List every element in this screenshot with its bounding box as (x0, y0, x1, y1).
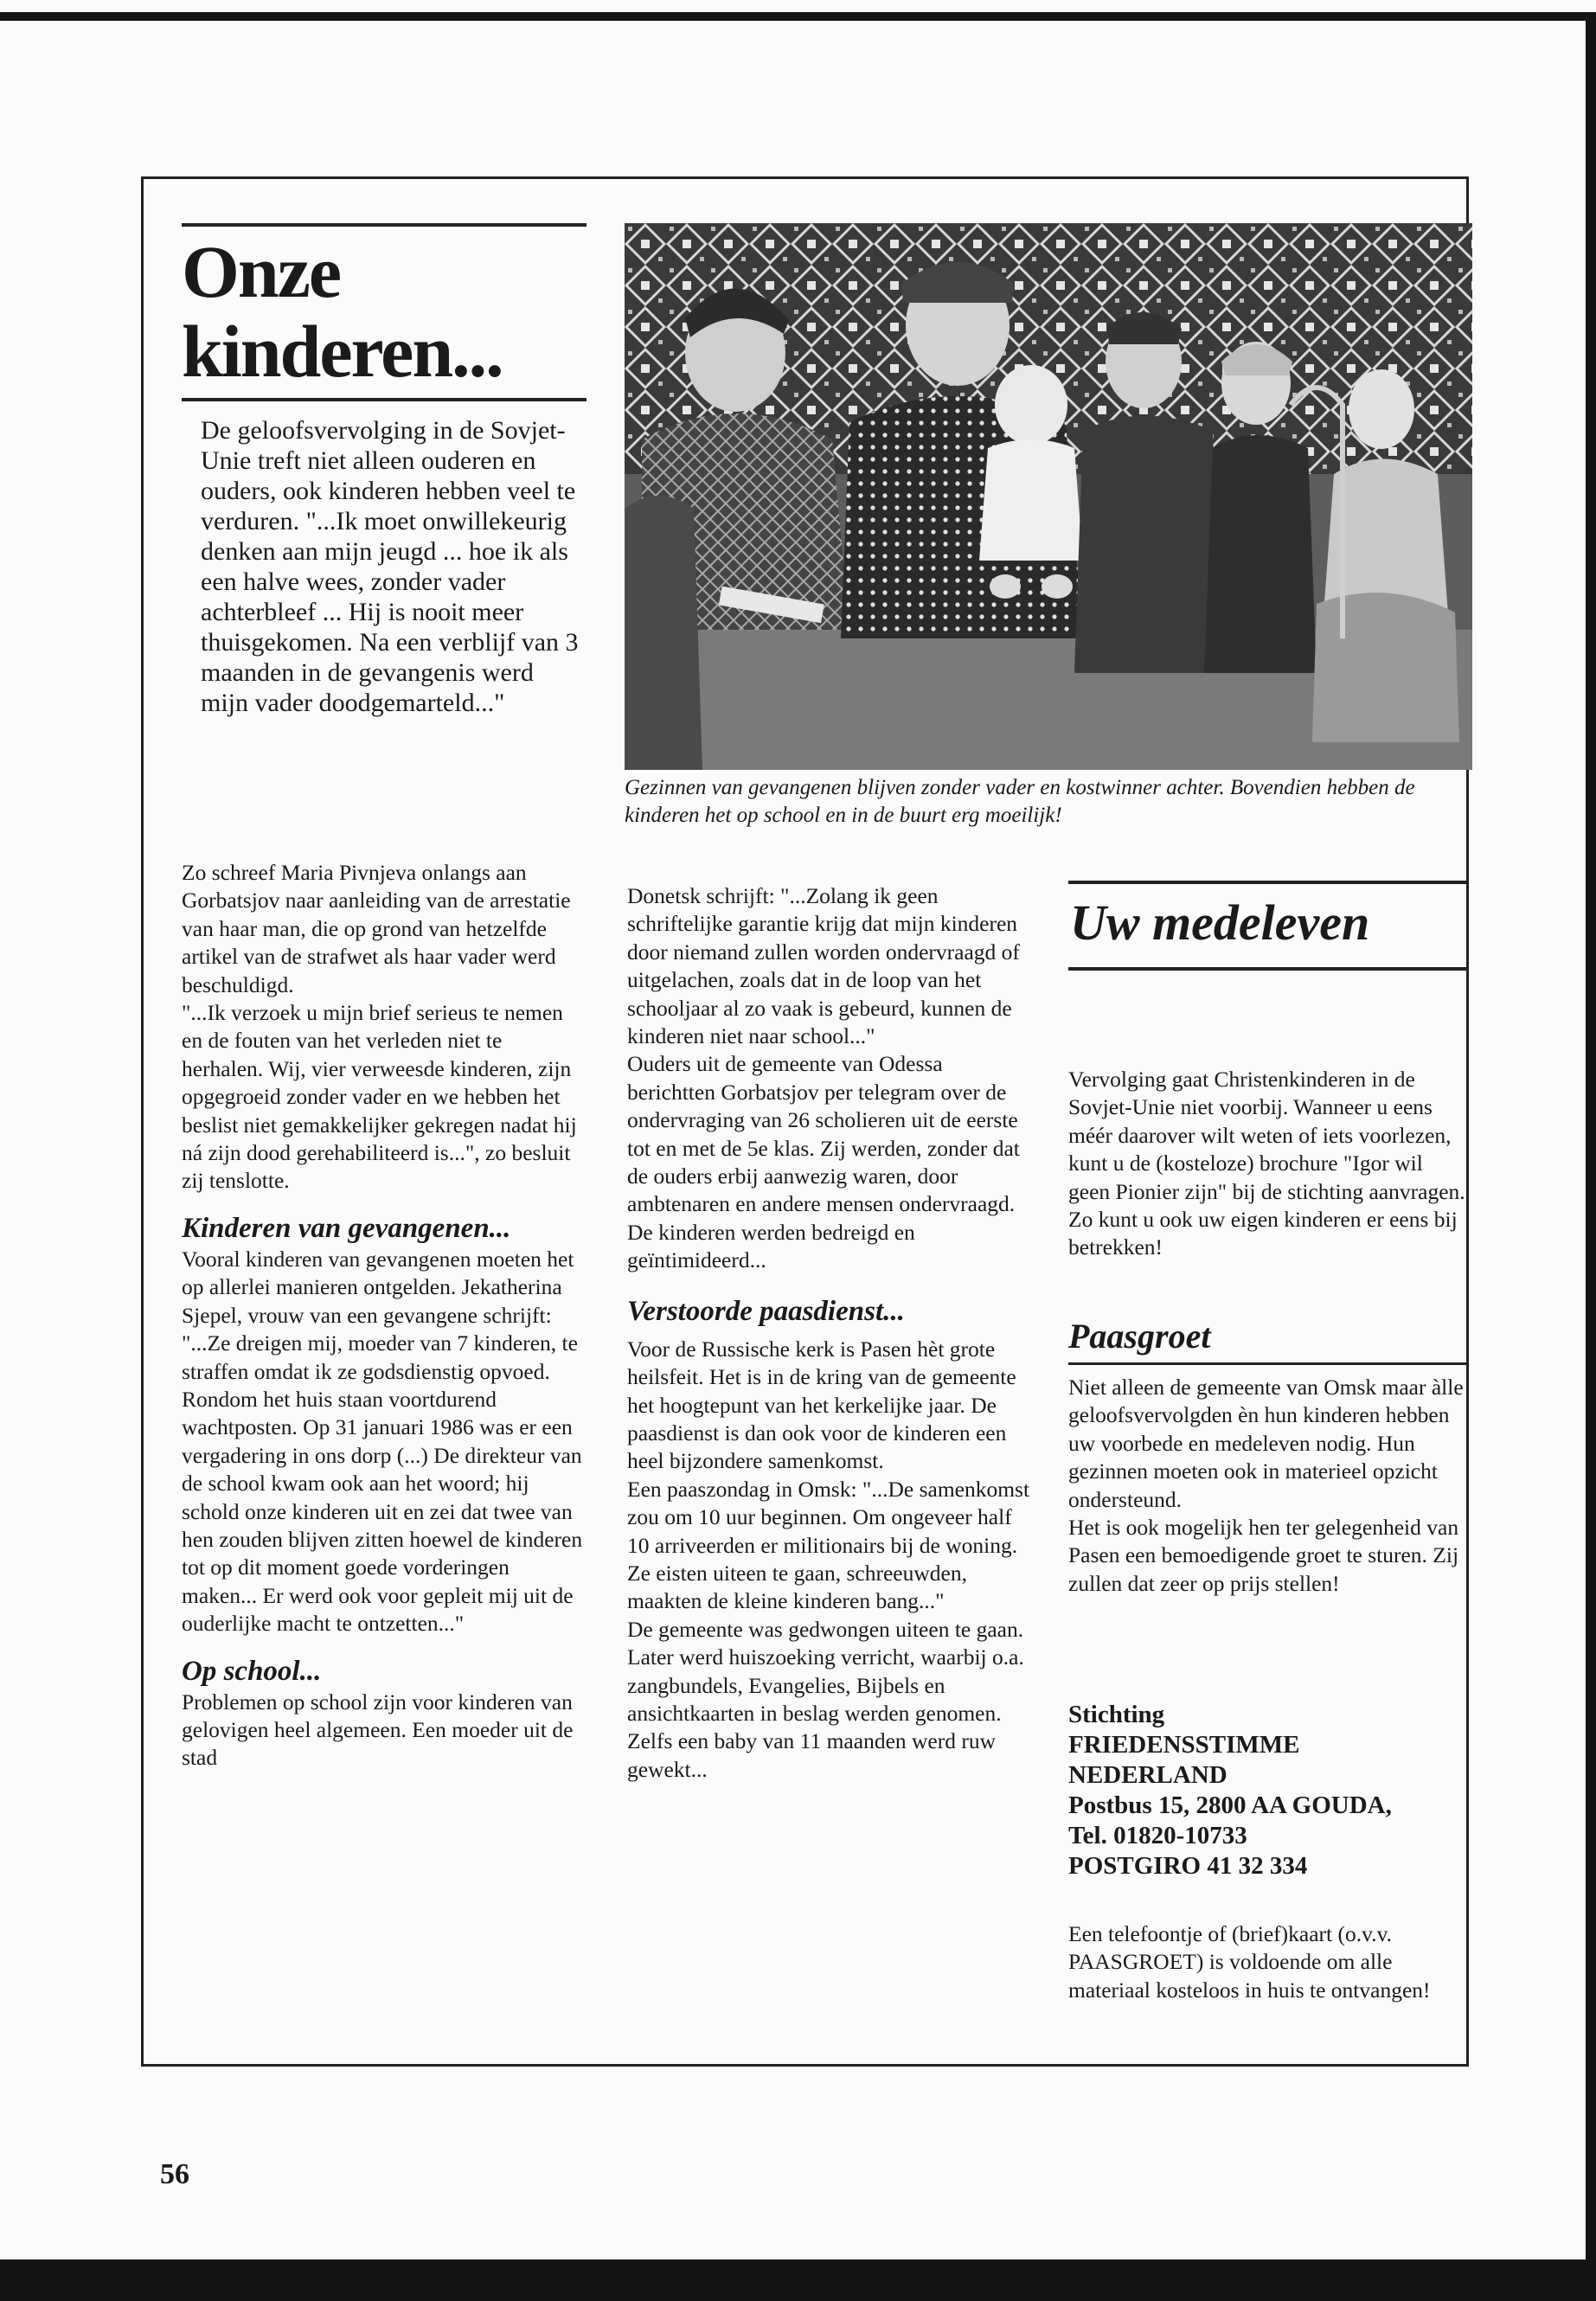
col2-paragraph-2: Ouders uit de gemeente van Odessa berichtten Gorbatsjov per telegram over de ondervraging van 26 scholieren uit de eerste tot en met de 5e klas. Zij werden, zonder dat de ouders erbij aanwezig waren, door ambtenaren en andere mensen ondervraagd. De kinderen werden bedreigd en geïntimideerd... (627, 1051, 1020, 1273)
column-3 (1068, 1374, 1466, 1598)
scan-border-top (0, 12, 1596, 21)
contact-line-1: Stichting (1068, 1701, 1165, 1728)
photo-caption: Gezinnen van gevangenen blijven zonder vader en kostwinner achter. Bovendien hebben de kinderen het op school en in de buurt erg moeilijk! (625, 776, 1415, 827)
col2-paragraph-5: De gemeente was gedwongen uiteen te gaan. Later werd huiszoeking verricht, waarbij o.a. zangbundels, Evangelies, Bijbels en ansichtkaarten in beslag werden genomen. Zelfs een baby van 11 maanden werd ruw gewekt... (627, 1616, 1024, 1782)
paasgroet-rule (1068, 1362, 1466, 1365)
family-photo (625, 223, 1472, 770)
contact-note: Een telefoontje of (brief)kaart (o.v.v. PAASGROET) is voldoende om alle materiaal kosteloos in huis te ontvangen! (1068, 1921, 1431, 2003)
paasgroet-paragraph-1: Niet alleen de gemeente van Omsk maar àlle geloofsvervolgden èn hun kinderen hebben uw voorbede en medeleven nodig. Hun gezinnen moeten ook in materieel opzicht ondersteund. (1068, 1375, 1464, 1512)
page-number: 56 (160, 2158, 189, 2190)
subheading-op-school: Op school... (182, 1655, 322, 1687)
col1-paragraph-1: Zo schreef Maria Pivnjeva onlangs aan Gorbatsjov naar aanleiding van de arrestatie van haar man, die op grond van hetzelfde artikel van de strafwet als haar vader werd beschuldigd. (182, 860, 571, 997)
contact-block (1068, 1700, 1475, 1881)
title-line-2: kinderen... (182, 310, 503, 393)
scan-border-bottom (0, 2259, 1596, 2301)
col2-paragraph-4: Een paaszondag in Omsk: "...De samenkomst zou om 10 uur beginnen. Om ongeveer half 10 arriveerden er militionairs bij de woning. Ze eisten uiteen te gaan, schreeuwden, maakten de kleine kinderen bang..." (627, 1476, 1030, 1614)
contact-line-4: Postbus 15, 2800 AA GOUDA, (1068, 1791, 1392, 1819)
family-photo-illustration (625, 223, 1472, 770)
title-rule-bottom (182, 398, 586, 401)
contact-line-2: FRIEDENSSTIMME (1068, 1731, 1300, 1759)
paasgroet-heading: Paasgroet (1068, 1317, 1211, 1356)
column-1 (182, 859, 588, 1772)
paasgroet-paragraph-2: Het is ook mogelijk hen ter gelegenheid van Pasen een bemoedigende groet te sturen. Zij zullen dat zeer op prijs stellen! (1068, 1515, 1459, 1596)
contact-line-5: Tel. 01820-10733 (1068, 1822, 1247, 1849)
uw-medeleven-paragraph: Vervolging gaat Christenkinderen in de Sovjet-Unie niet voorbij. Wanneer u eens méér daarover wilt weten of iets voorlezen, kunt u de (kosteloze) brochure "Igor wil geen Pionier zijn" bij de stichting aanvragen. Zo kunt u ook uw eigen kinderen er eens bij betrekken! (1068, 1067, 1465, 1260)
col1-paragraph-3: Vooral kinderen van gevangenen moeten het op allerlei manieren ontgelden. Jekatherina Sjepel, vrouw van een gevangene schrijft: "...Ze dreigen mij, moeder van 7 kinderen, te straffen omdat ik ze godsdienstig opvoed. Rondom het huis staan voortdurend wachtposten. Op 31 januari 1986 was er een vergadering in ons dorp (...) De direkteur van de school kwam ook aan het woord; hij schold onze kinderen uit en zei dat twee van hen zouden blijven zitten hoewel de kinderen tot op dit moment goede vorderingen maken... Er werd ook voor gepleit mij uit de ouderlijke macht te ontzetten..." (182, 1246, 583, 1637)
col2-paragraph-3: Voor de Russische kerk is Pasen hèt grote heilsfeit. Het is in de kring van de gemeente het hoogtepunt van het kerkelijke jaar. De paasdienst is dan ook voor de kinderen een heel bijzondere samenkomst. (627, 1336, 1016, 1474)
intro-paragraph: De geloofsvervolging in de Sovjet-Unie treft niet alleen ouderen en ouders, ook kinderen hebben veel te verduren. "...Ik moet onwillekeurig denken aan mijn jeugd ... hoe ik als een halve wees, zonder vader achterbleef ... Hij is nooit meer thuisgekomen. Na een verblijf van 3 maanden in de gevangenis werd mijn vader doodgemarteld..." (201, 416, 579, 717)
contact-line-6: POSTGIRO 41 32 334 (1068, 1852, 1308, 1880)
title-rule-top (182, 223, 586, 227)
title-line-1: Onze (182, 230, 341, 313)
subheading-kinderen-van-gevangenen: Kinderen van gevangenen... (182, 1212, 511, 1244)
uw-medeleven-heading: Uw medeleven (1070, 894, 1370, 951)
article-title (182, 232, 588, 391)
column-2 (627, 882, 1032, 1784)
col2-paragraph-1: Donetsk schrijft: "...Zolang ik geen schriftelijke garantie krijg dat mijn kinderen door niemand zullen worden ondervraagd of uitgelachen, zoals dat in de loop van het schooljaar al zo vaak is gebeurd, kunnen de kinderen niet naar school..." (627, 883, 1020, 1049)
uw-medeleven-rule-top (1068, 881, 1466, 884)
column-3-footer (1068, 1920, 1466, 2004)
col1-paragraph-4: Problemen op school zijn voor kinderen van gelovigen heel algemeen. Een moeder uit de stad (182, 1689, 574, 1771)
subheading-verstoorde-paasdienst: Verstoorde paasdienst... (627, 1295, 905, 1327)
contact-line-3: NEDERLAND (1068, 1761, 1227, 1789)
scan-border-right (1586, 12, 1596, 2301)
uw-medeleven-rule-bottom (1068, 967, 1466, 971)
col1-paragraph-2: "...Ik verzoek u mijn brief serieus te nemen en de fouten van het verleden niet te herhalen. Wij, vier verweesde kinderen, zijn opgegroeid zonder vader en we hebben het beslist niet gemakkelijker gekregen nadat hij ná zijn dood gerehabiliteerd is...", zo besluit zij tenslotte. (182, 1000, 577, 1194)
